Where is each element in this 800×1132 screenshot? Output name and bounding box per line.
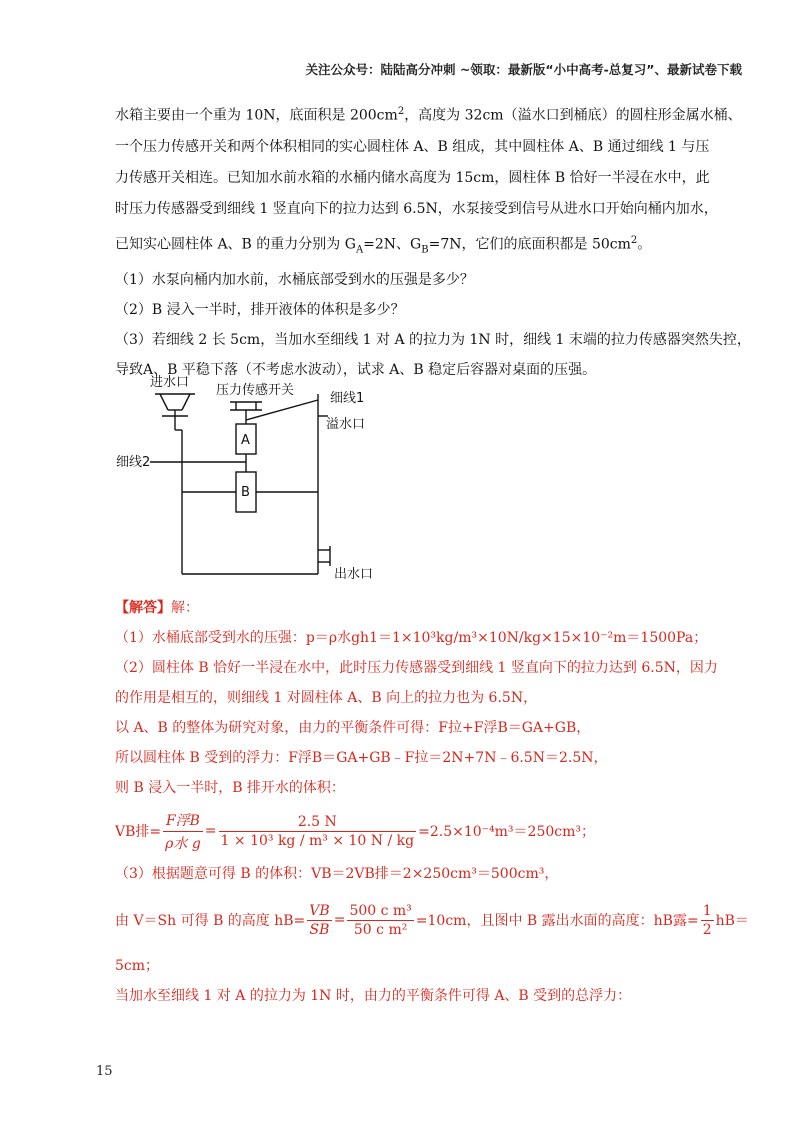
label-cylinder-a: A [241,433,250,448]
solution [115,593,749,1011]
question-3a: （3）若细线 2 长 5cm，当加水至细线 1 对 A 的拉力为 1N 时，细线 1 末端的拉力传感器突然失控， [115,332,751,349]
question-2: （2）B 浸入一半时，排开液体的体积是多少？ [115,302,405,319]
problem-line-1: 水箱主要由一个重为 10N，底面积是 $200cm^2$，高度为 32cm（溢水口到桶底）的圆柱形金属水桶、 [115,106,742,124]
problem-text [115,96,751,385]
label-cylinder-b: B [241,485,250,500]
fraction-numeric: $\frac{2.5 N}{\text{1 × 10³ kg / m³ × 10 N / kg}}$ [220,813,415,849]
solution-step-3a: （3）根据题意可得 B 的体积：VB＝2VB排＝2×250cm³＝500cm³， [115,866,559,882]
formula-height: 由 V＝Sh 可得 B 的高度 hB= $\frac{VB}{SB}$ = $\frac{\text{500 c m³}}{\text{50 c m²}}$ =10cm，且图中 B 露出水面的高度：hB露= $\frac{1}{2}$ hB＝ [115,902,749,938]
label-inlet: 进水口 [150,375,190,390]
fraction-vb-sb: $\frac{VB}{SB}$ [309,902,330,938]
problem-line-3: 力传感开关相连。已知加水前水箱的水桶内储水高度为 15cm，圆柱体 B 恰好一半浸在水中，此 [115,169,710,186]
page-header: 关注公众号：陆陆高分冲刺 ~领取：最新版“小中高考-总复习”、最新试卷下载 [305,62,742,77]
solution-step-2e: 则 B 浸入一半时，B 排开水的体积： [115,780,345,796]
solution-step-2a: （2）圆柱体 B 恰好一半浸在水中，此时压力传感器受到细线 1 竖直向下的拉力达到 6.5N，因力 [115,660,718,676]
question-1: （1）水泵向桶内加水前，水桶底部受到水的压强是多少？ [115,272,474,289]
label-line-1: 细线1 [330,391,365,406]
solution-step-1: （1）水桶底部受到水的压强：p＝ρ水gh1＝1×10³kg/m³×10N/kg×15×10⁻²m＝1500Pa； [115,630,708,646]
solution-step-3c: 当加水至细线 1 对 A 的拉力为 1N 时，由力的平衡条件可得 A、B 受到的总浮力： [115,988,632,1004]
problem-line-2: 一个压力传感开关和两个体积相同的实心圆柱体 A、B 组成，其中圆柱体 A、B 通过细线 1 与压 [115,138,710,155]
question-3b: 导致A、B 平稳下落（不考虑水波动），试求 A、B 稳定后容器对桌面的压强。 [115,362,597,379]
label-outlet: 出水口 [334,567,374,582]
problem-line-5: 已知实心圆柱体 A、B 的重力分别为 $G_A=2N$、$G_B=7N$，它们的底面积都是 $50cm^2$。 [115,234,652,256]
page-number: 15 [96,1064,113,1079]
solution-title: 【解答】解： [115,600,199,616]
label-line-2: 细线2 [116,455,151,470]
problem-line-4: 时压力传感器受到细线 1 竖直向下的拉力达到 6.5N，水泵接受到信号从进水口开始向桶内加水， [115,200,718,217]
fraction-buoyancy: $\frac{\text{F浮B}}{\text{ρ水 g}}$ [163,810,203,853]
solution-step-3b: 5cm； [115,958,160,974]
water-tank-diagram [100,372,400,587]
fraction-half: $\frac{1}{2}$ [702,902,712,938]
label-pressure-switch: 压力传感开关 [216,383,295,398]
fraction-500-50: $\frac{\text{500 c m³}}{\text{50 c m²}}$ [349,902,412,938]
solution-step-2d: 所以圆柱体 B 受到的浮力：F浮B＝GA+GB﹣F拉＝2N+7N﹣6.5N＝2.5N， [115,750,608,766]
formula-displaced-volume: VB排= $\frac{\text{F浮B}}{\text{ρ水 g}}$ = $\frac{2.5 N}{\text{1 × 10³ kg / m³ × 10 N / kg}}$ =2.5×10⁻⁴m³＝250cm³； [115,803,715,859]
solution-step-2b: 的作用是相互的，则细线 1 对圆柱体 A、B 向上的拉力也为 6.5N， [115,690,538,706]
solution-step-2c: 以 A、B 的整体为研究对象，由力的平衡条件可得：F拉+F浮B＝GA+GB， [115,720,591,736]
label-overflow: 溢水口 [326,417,366,432]
